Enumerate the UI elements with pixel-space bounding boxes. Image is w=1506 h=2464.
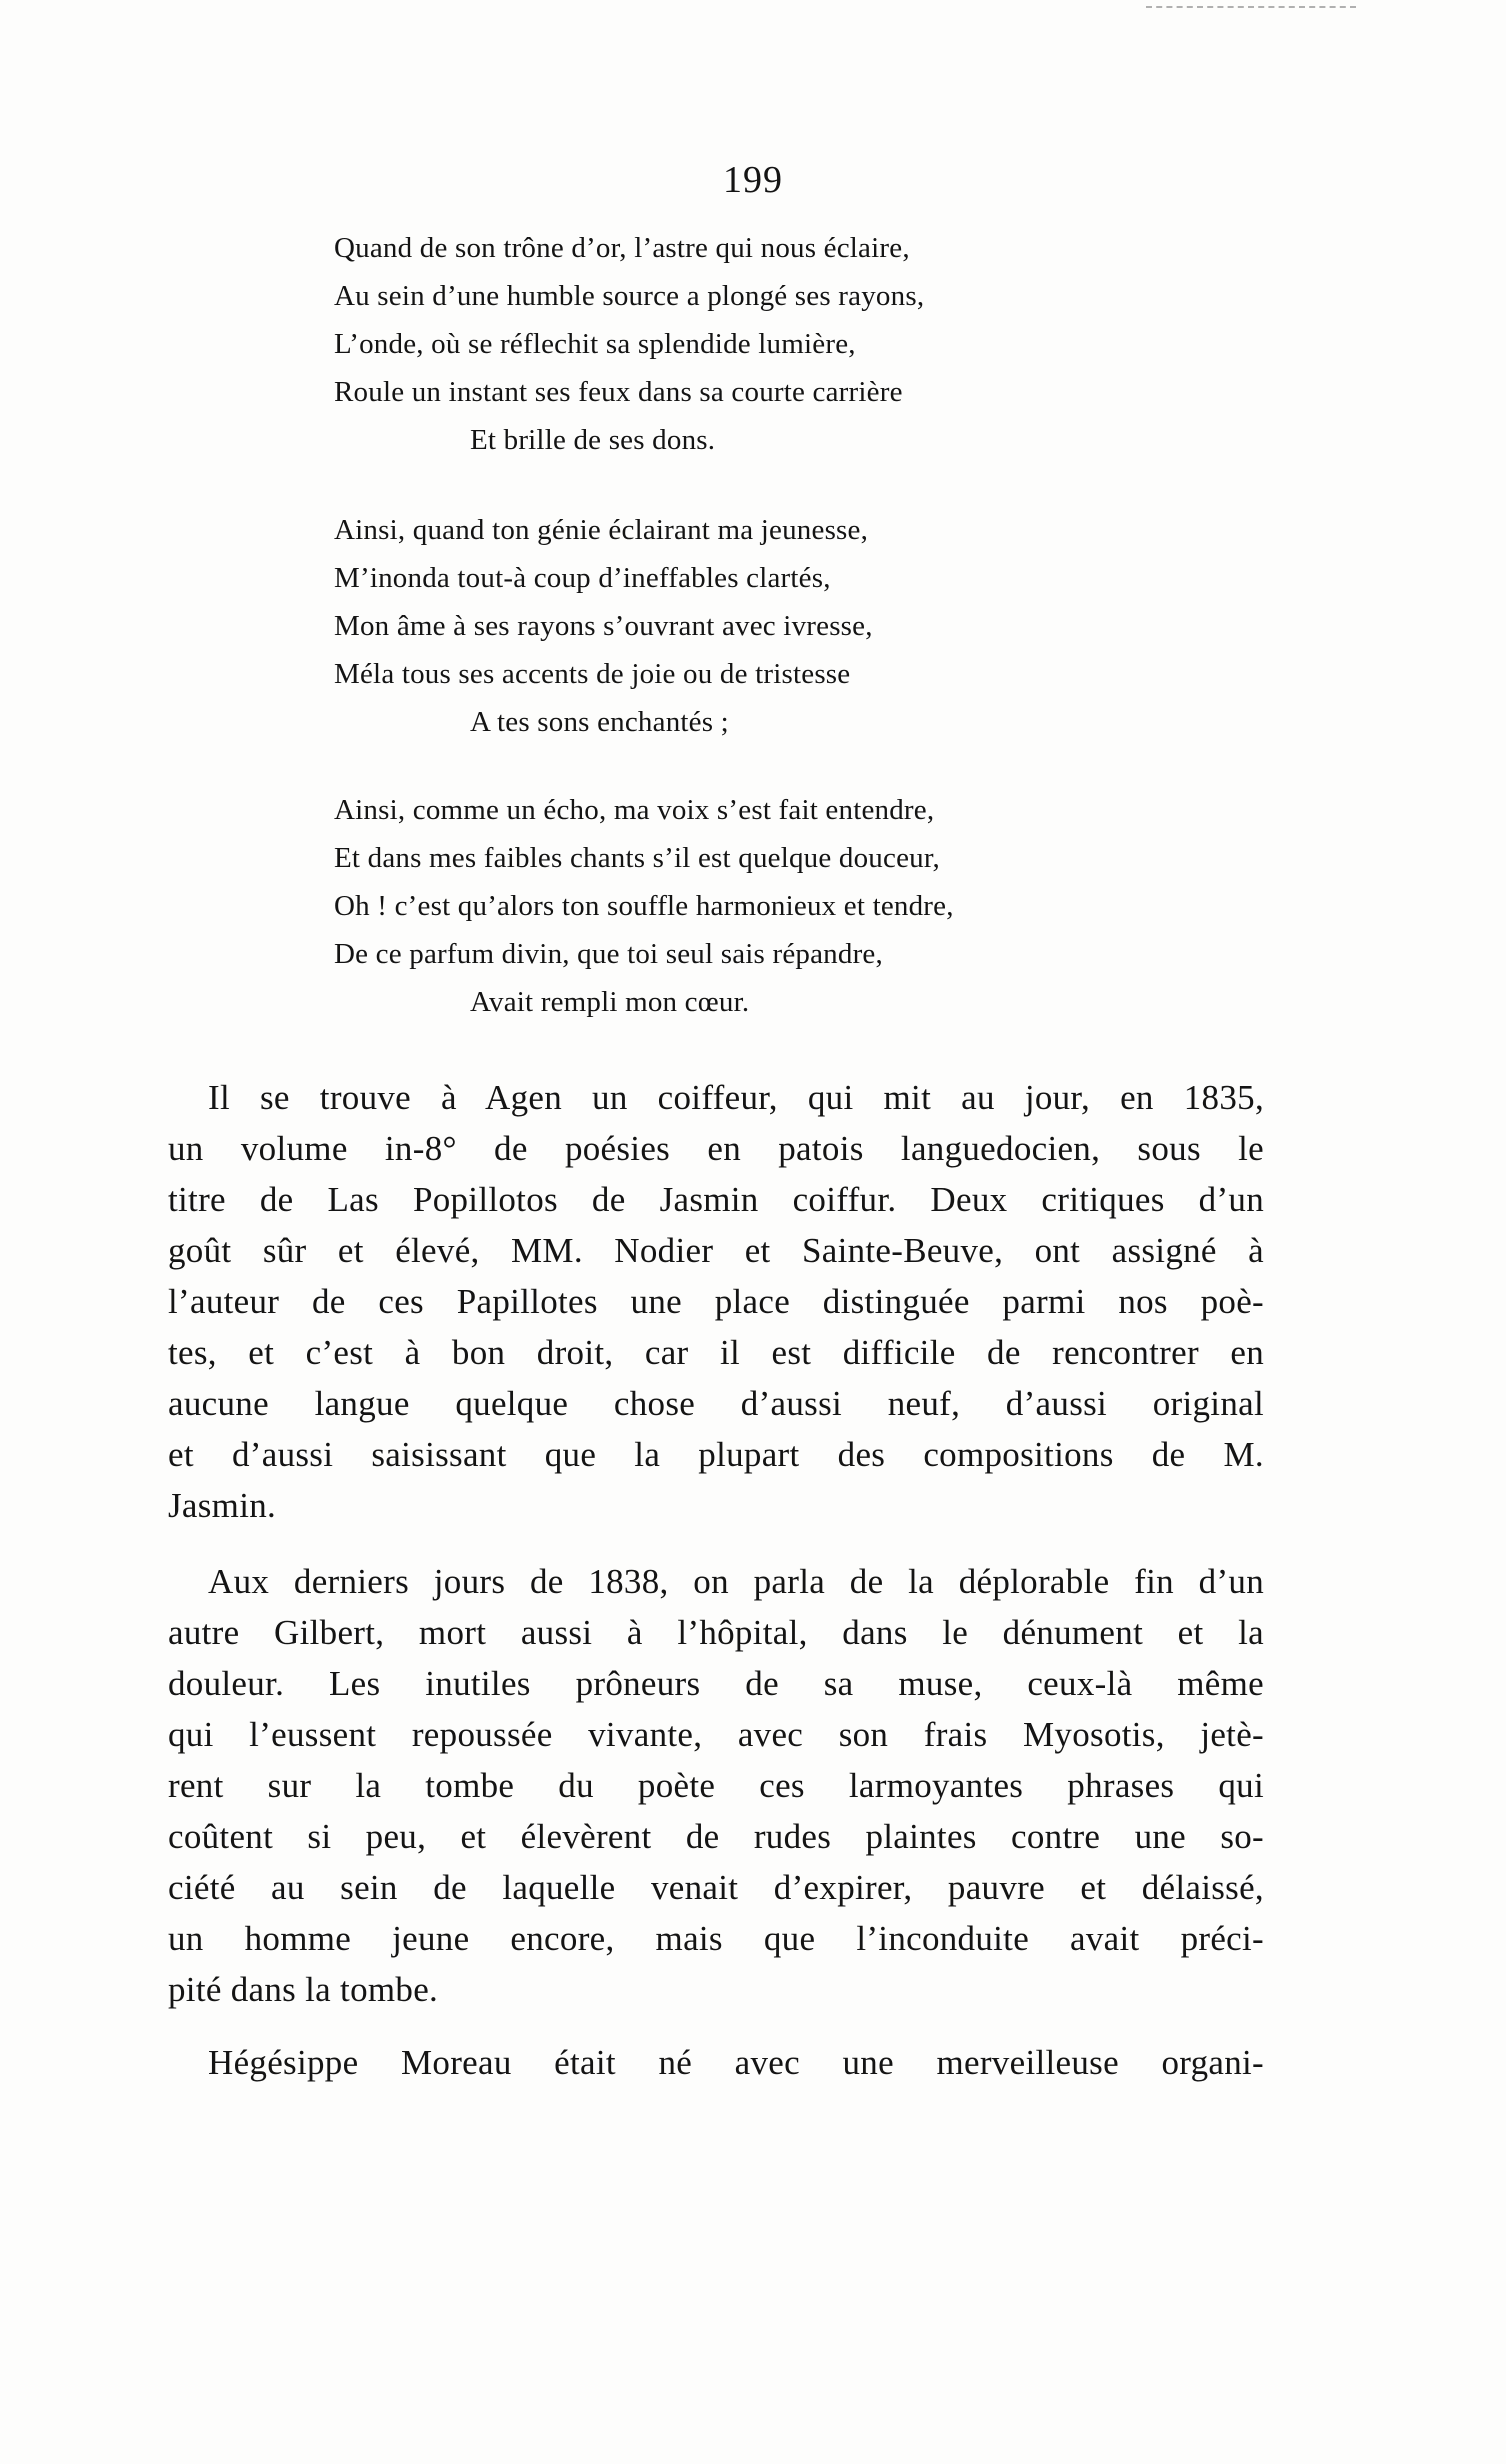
prose-line: Il se trouve à Agen un coiffeur, qui mit au jour, en 1835, (208, 1078, 1264, 1117)
prose-paragraph (168, 2037, 1264, 2088)
prose-line: et d’aussi saisissant que la plupart des compositions de M. (168, 1435, 1264, 1474)
poem-stanza (334, 224, 1094, 464)
prose-line: goût sûr et élevé, MM. Nodier et Sainte-Beuve, ont assigné à (168, 1231, 1264, 1270)
verse-line: M’inonda tout-à coup d’ineffables clartés, (334, 562, 831, 594)
verse-line: Ainsi, comme un écho, ma voix s’est fait entendre, (334, 794, 935, 826)
verse-line: Roule un instant ses feux dans sa courte carrière (334, 376, 903, 408)
verse-line: Et dans mes faibles chants s’il est quelque douceur, (334, 842, 940, 874)
prose-line: pité dans la tombe. (168, 1970, 439, 2009)
prose-line: Aux derniers jours de 1838, on parla de la déplorable fin d’un (208, 1562, 1264, 1601)
prose-line: tes, et c’est à bon droit, car il est difficile de rencontrer en (168, 1333, 1264, 1372)
verse-line: Oh ! c’est qu’alors ton souffle harmonieux et tendre, (334, 890, 954, 922)
poem-stanza (334, 506, 1094, 746)
prose-line: l’auteur de ces Papillotes une place distinguée parmi nos poè- (168, 1282, 1264, 1321)
verse-line: L’onde, où se réflechit sa splendide lumière, (334, 328, 856, 360)
verse-line: Avait rempli mon cœur. (470, 986, 750, 1018)
verse-line: Ainsi, quand ton génie éclairant ma jeunesse, (334, 514, 869, 546)
verse-line: Méla tous ses accents de joie ou de tristesse (334, 658, 851, 690)
verse-line: De ce parfum divin, que toi seul sais répandre, (334, 938, 883, 970)
prose-line: aucune langue quelque chose d’aussi neuf, d’aussi original (168, 1384, 1264, 1423)
prose-line: autre Gilbert, mort aussi à l’hôpital, dans le dénument et la (168, 1613, 1264, 1652)
scan-edge-mark (1146, 6, 1356, 8)
page-number: 199 (723, 159, 783, 201)
prose-line: Jasmin. (168, 1486, 277, 1525)
prose-line: Hégésippe Moreau était né avec une merveilleuse organi- (208, 2043, 1264, 2082)
poem-stanza (334, 786, 1094, 1026)
verse-line: Quand de son trône d’or, l’astre qui nous éclaire, (334, 232, 910, 264)
prose-line: qui l’eussent repoussée vivante, avec son frais Myosotis, jetè- (168, 1715, 1264, 1754)
prose-line: rent sur la tombe du poète ces larmoyantes phrases qui (168, 1766, 1264, 1805)
prose-line: un homme jeune encore, mais que l’inconduite avait préci- (168, 1919, 1264, 1958)
verse-line: Et brille de ses dons. (470, 424, 716, 456)
verse-line: Au sein d’une humble source a plongé ses rayons, (334, 280, 925, 312)
prose-paragraph (168, 1072, 1264, 1531)
prose-line: ciété au sein de laquelle venait d’expirer, pauvre et délaissé, (168, 1868, 1264, 1907)
verse-line: A tes sons enchantés ; (470, 706, 729, 738)
prose-paragraph (168, 1556, 1264, 2015)
prose-line: douleur. Les inutiles prôneurs de sa muse, ceux-là même (168, 1664, 1264, 1703)
prose-line: titre de Las Popillotos de Jasmin coiffur. Deux critiques d’un (168, 1180, 1264, 1219)
prose-line: un volume in-8° de poésies en patois languedocien, sous le (168, 1129, 1264, 1168)
prose-line: coûtent si peu, et élevèrent de rudes plaintes contre une so- (168, 1817, 1264, 1856)
verse-line: Mon âme à ses rayons s’ouvrant avec ivresse, (334, 610, 873, 642)
